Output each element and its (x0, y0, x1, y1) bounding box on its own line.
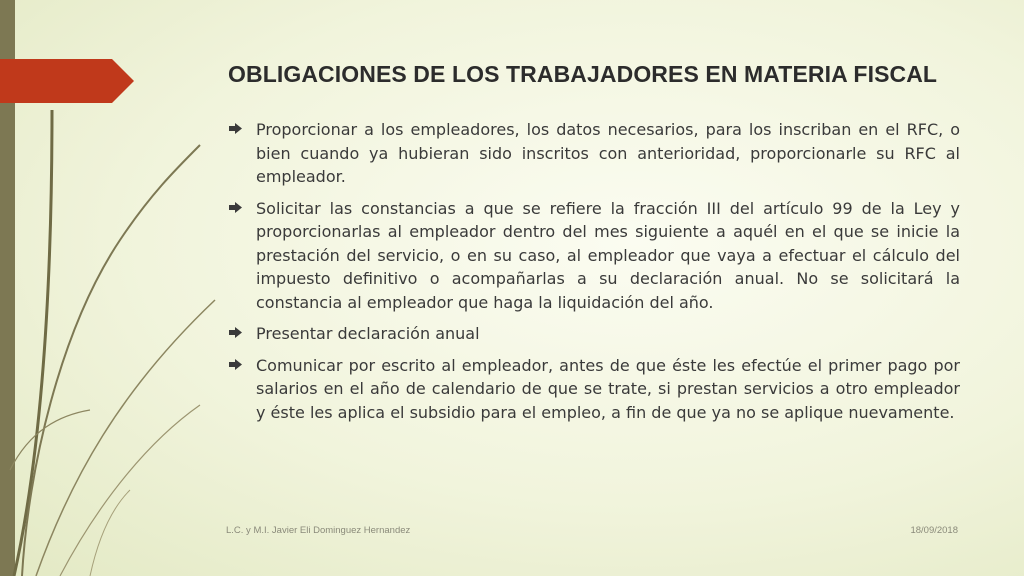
right-arrow-icon (229, 123, 242, 134)
bullet-text: Comunicar por escrito al empleador, antes de que éste les efectúe el primer pago por salarios en el año de calendario de que se trate, si prestan servicios a otro empleador y éste les aplica el subsidio para el empleo, a fin de que ya no se aplique nuevamente. (256, 355, 960, 422)
right-arrow-icon (229, 202, 242, 213)
list-item (226, 197, 960, 315)
list-item (226, 322, 960, 346)
title-accent-arrow (0, 59, 134, 103)
slide-title: OBLIGACIONES DE LOS TRABAJADORES EN MATERIA FISCAL (228, 61, 938, 87)
list-item (226, 118, 960, 189)
list-item (226, 354, 960, 425)
right-arrow-icon (229, 359, 242, 370)
bullet-text: Presentar declaración anual (256, 324, 480, 343)
footer-date: 18/09/2018 (910, 525, 958, 536)
bullet-text: Proporcionar a los empleadores, los datos necesarios, para los inscriban en el RFC, o bien cuando ya hubieran sido inscritos con anterioridad, proporcionarle su RFC al empleador. (256, 120, 960, 186)
right-arrow-icon (229, 327, 242, 338)
bullet-text: Solicitar las constancias a que se refiere la fracción III del artículo 99 de la Ley y proporcionarlas al empleador dentro del mes siguiente a aquél en el que se inicie la prestación del servicio, o en su caso, al empleador que vaya a efectuar el cálculo del impuesto definitivo o acompañarlas a su declaración anual. No se solicitará la constancia al empleador que haga la liquidación del año. (256, 198, 960, 312)
bullet-list (226, 118, 960, 432)
footer-author: L.C. y M.I. Javier Eli Dominguez Hernandez (226, 525, 411, 536)
